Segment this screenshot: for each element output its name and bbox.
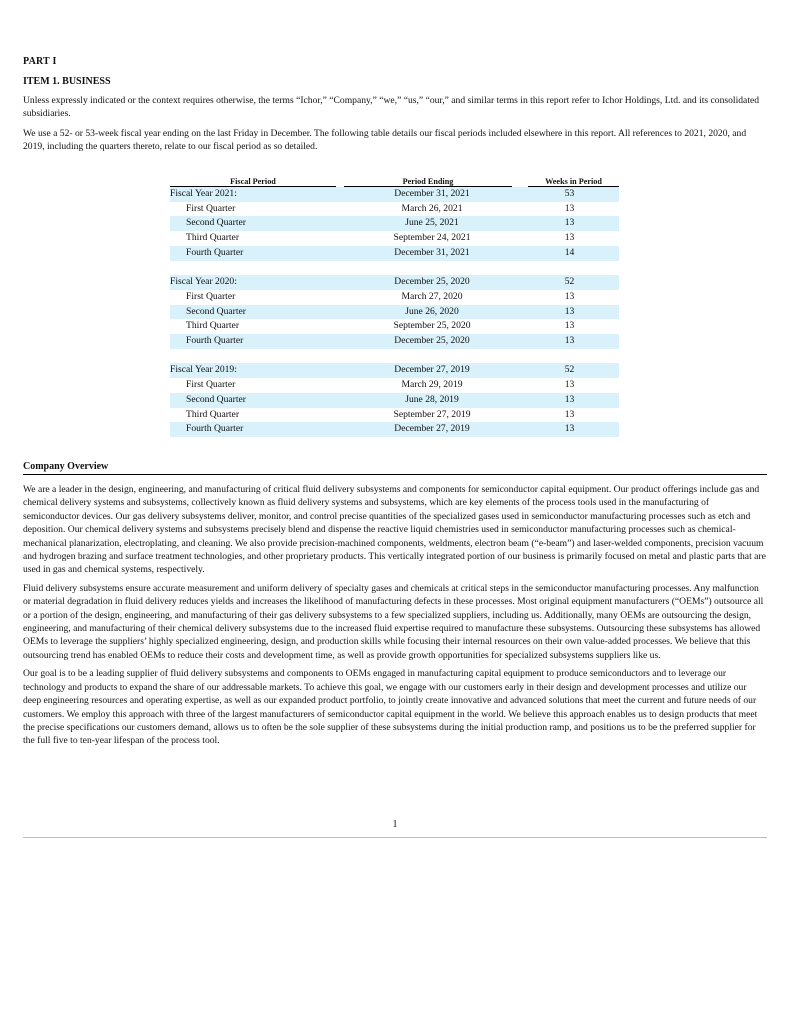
table-row: Second Quarter June 25, 2021 13: [170, 216, 619, 231]
table-row: Second Quarter June 26, 2020 13: [170, 305, 619, 320]
item-heading: ITEM 1. BUSINESS: [23, 76, 111, 87]
overview-paragraph-3: Our goal is to be a leading supplier of fluid delivery subsystems and components to OEMs engaged in manufacturing capital equipment to produce semiconductors and to leverage our technology and products to expand the share of our addressable markets. To achieve this goal, we engage with our customers early in their design and development processes and utilize our deep engineering resources and operating expertise, as well as our expanded product portfolio, to jointly create innovative and advanced solutions that meet the current and future needs of our customers. We employ this approach with three of the largest manufacturers of semiconductor capital equipment in the world. We believe this approach enables us to design products that meet the precise specifications our customers demand, allows us to often be the sole supplier of these subsystems during the initial production ramp, and positions us to be the preferred supplier for the full five to ten-year lifespan of the process tool.: [23, 668, 758, 747]
header-period-ending: Period Ending: [344, 175, 520, 187]
table-row: Fiscal Year 2021: December 31, 2021 53: [170, 187, 619, 202]
header-weeks: Weeks in Period: [520, 175, 619, 187]
fiscal-period-table: [170, 175, 619, 437]
table-row: Second Quarter June 28, 2019 13: [170, 393, 619, 408]
overview-paragraph-1: We are a leader in the design, engineering, and manufacturing of critical fluid delivery subsystems and components for semiconductor capital equipment. Our product offerings include gas and chemical delivery systems and subsystems, collectively known as fluid delivery systems and subsystems, which are key elements of the process tools used in the manufacturing of semiconductor devices. Our gas delivery subsystems deliver, monitor, and control precise quantities of the specialized gases used in semiconductor manufacturing processes such as etch and deposition. Our chemical delivery systems and subsystems precisely blend and dispense the reactive liquid chemistries used in semiconductor manufacturing processes such as chemical-mechanical planarization, electroplating, and cleaning. We also provide precision-machined components, weldments, electron beam (“e-beam”) and laser-welded components, precision vacuum and hydrogen brazing and surface treatment technologies, and other proprietary products. This vertically integrated portion of our business is primarily focused on metal and plastic parts that are used in gas and chemical systems, respectively.: [23, 484, 766, 576]
header-fiscal-period: Fiscal Period: [170, 175, 344, 187]
overview-paragraph-2: Fluid delivery subsystems ensure accurate measurement and uniform delivery of specialty gases and chemicals at critical steps in the semiconductor manufacturing processes. Any malfunction or material degradation in fluid delivery reduces yields and increases the likelihood of manufacturing defects in these processes. Most original equipment manufacturers (“OEMs”) outsource all or a portion of the design, engineering, and manufacturing of their gas delivery subsystems to a few specialized suppliers, including us. Additionally, many OEMs are outsourcing the design, engineering, and manufacturing of their chemical delivery subsystems due to the increased fluid expertise required to manufacture these subsystems. Outsourcing these subsystems has allowed OEMs to leverage the suppliers’ highly specialized engineering, design, and production skills while focusing their internal resources on their own value-added processes. We believe that this outsourcing trend has enabled OEMs to reduce their costs and development time, as well as provide growth opportunities for specialized subsystems suppliers like us.: [23, 582, 764, 661]
intro-paragraph-1: Unless expressly indicated or the context requires otherwise, the terms “Ichor,” “Company,” “we,” “us,” “our,” and similar terms in this report refer to Ichor Holdings, Ltd. and its consolidated subsidiaries.: [23, 95, 760, 120]
table-row: Fourth Quarter December 27, 2019 13: [170, 422, 619, 437]
intro-paragraph-2: We use a 52- or 53-week fiscal year ending on the last Friday in December. The following table details our fiscal periods included elsewhere in this report. All references to 2021, 2020, and 2019, including the quarters thereto, relate to our fiscal period as so detailed.: [23, 127, 747, 153]
table-row: Fiscal Year 2020: December 25, 2020 52: [170, 275, 619, 290]
document-page: [23, 56, 767, 830]
company-overview-section: [23, 461, 767, 748]
table-row: Fourth Quarter December 25, 2020 13: [170, 334, 619, 349]
page-number: 1: [392, 819, 398, 830]
table-row: First Quarter March 29, 2019 13: [186, 379, 575, 391]
table-row: Third Quarter September 24, 2021 13: [186, 232, 575, 244]
table-row: Fiscal Year 2019: December 27, 2019 52: [170, 363, 619, 378]
part-heading: PART I: [23, 56, 57, 67]
table-row: Third Quarter September 25, 2020 13: [186, 320, 575, 332]
footer-divider: [23, 837, 767, 838]
table-row: Third Quarter September 27, 2019 13: [186, 408, 575, 420]
section-title: Company Overview: [23, 461, 767, 475]
table-row: First Quarter March 27, 2020 13: [186, 290, 575, 302]
table-row: Fourth Quarter December 31, 2021 14: [170, 246, 619, 261]
table-row: First Quarter March 26, 2021 13: [186, 202, 575, 214]
